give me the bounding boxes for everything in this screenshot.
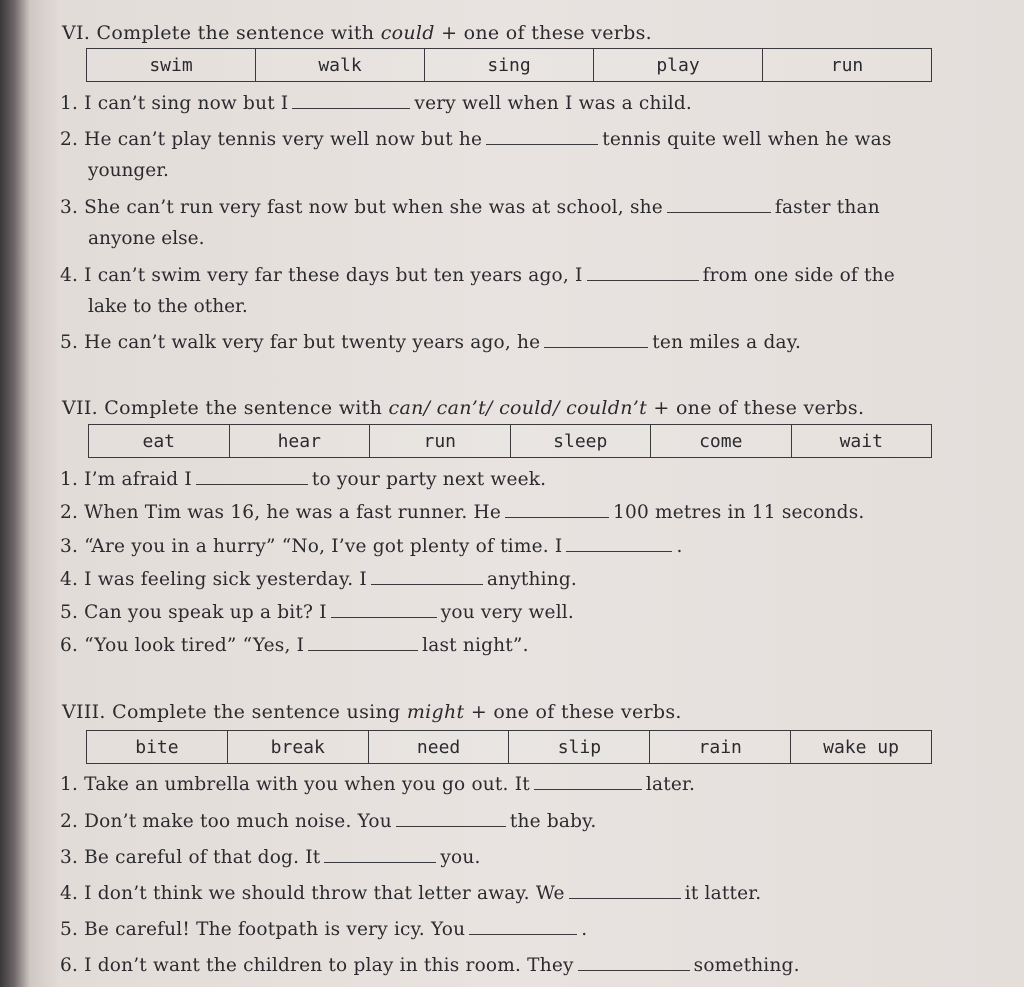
answer-blank[interactable] bbox=[534, 773, 642, 790]
exercise-item: 4. I was feeling sick yesterday. I anything. bbox=[60, 569, 578, 590]
section-7-heading: VII. Complete the sentence with can/ can’t/ could/ couldn’t + one of these verbs. bbox=[62, 397, 865, 419]
answer-blank[interactable] bbox=[667, 196, 771, 213]
exercise-item: 2. Don’t make too much noise. You the baby. bbox=[60, 811, 597, 832]
exercise-item-continuation: younger. bbox=[88, 160, 169, 181]
answer-blank[interactable] bbox=[486, 128, 598, 145]
exercise-item: 6. I don’t want the children to play in this room. They something. bbox=[60, 955, 800, 976]
exercise-item: 5. Can you speak up a bit? I you very well. bbox=[60, 602, 575, 623]
exercise-item: 6. “You look tired” “Yes, I last night”. bbox=[60, 635, 529, 656]
answer-blank[interactable] bbox=[544, 331, 648, 348]
answer-blank[interactable] bbox=[371, 568, 483, 585]
exercise-item: 5. He can’t walk very far but twenty years ago, he ten miles a day. bbox=[60, 332, 802, 353]
answer-blank[interactable] bbox=[587, 264, 699, 281]
answer-blank[interactable] bbox=[324, 846, 436, 863]
section-8-heading: VIII. Complete the sentence using might + one of these verbs. bbox=[62, 701, 682, 723]
verb-cell: swim bbox=[149, 54, 193, 76]
answer-blank[interactable] bbox=[331, 601, 437, 618]
answer-blank[interactable] bbox=[196, 468, 308, 485]
verb-cell: need bbox=[368, 731, 509, 763]
section-8-verb-table bbox=[86, 730, 932, 764]
exercise-item: 2. When Tim was 16, he was a fast runner. He 100 metres in 11 seconds. bbox=[60, 502, 865, 523]
exercise-item: 4. I can’t swim very far these days but ten years ago, I from one side of the bbox=[60, 265, 895, 286]
verb-cell: sing bbox=[424, 49, 593, 81]
exercise-item: 1. Take an umbrella with you when you go out. It later. bbox=[60, 774, 696, 795]
answer-blank[interactable] bbox=[505, 501, 609, 518]
verb-cell: sleep bbox=[510, 425, 651, 457]
exercise-item: 4. I don’t think we should throw that letter away. We it latter. bbox=[60, 883, 762, 904]
answer-blank[interactable] bbox=[396, 810, 506, 827]
verb-cell: walk bbox=[255, 49, 424, 81]
answer-blank[interactable] bbox=[469, 918, 577, 935]
section-7-verb-table bbox=[88, 424, 932, 458]
verb-cell: rain bbox=[649, 731, 790, 763]
verb-cell: hear bbox=[229, 425, 370, 457]
answer-blank[interactable] bbox=[578, 954, 690, 971]
exercise-item: 2. He can’t play tennis very well now but he tennis quite well when he was bbox=[60, 129, 892, 150]
verb-cell: come bbox=[650, 425, 791, 457]
verb-cell: wait bbox=[791, 425, 932, 457]
exercise-item: 5. Be careful! The footpath is very icy. You . bbox=[60, 919, 588, 940]
exercise-item: 3. “Are you in a hurry” “No, I’ve got plenty of time. I . bbox=[60, 536, 683, 557]
worksheet-page bbox=[52, 0, 1002, 987]
answer-blank[interactable] bbox=[569, 882, 681, 899]
exercise-item: 3. Be careful of that dog. It you. bbox=[60, 847, 481, 868]
verb-cell: run bbox=[369, 425, 510, 457]
exercise-item: 1. I’m afraid I to your party next week. bbox=[60, 469, 547, 490]
section-6-heading: VI. Complete the sentence with could + one of these verbs. bbox=[62, 22, 652, 44]
verb-cell: slip bbox=[508, 731, 649, 763]
answer-blank[interactable] bbox=[292, 92, 410, 109]
verb-cell: break bbox=[227, 731, 368, 763]
exercise-item: 1. I can’t sing now but I very well when I was a child. bbox=[60, 93, 692, 114]
verb-cell: wake up bbox=[790, 731, 931, 763]
answer-blank[interactable] bbox=[308, 634, 418, 651]
exercise-item-continuation: anyone else. bbox=[88, 228, 205, 249]
exercise-item: 3. She can’t run very fast now but when she was at school, she faster than bbox=[60, 197, 880, 218]
verb-cell: eat bbox=[142, 430, 175, 452]
answer-blank[interactable] bbox=[566, 535, 672, 552]
exercise-item-continuation: lake to the other. bbox=[88, 296, 248, 317]
verb-cell: run bbox=[762, 49, 931, 81]
verb-cell: bite bbox=[135, 736, 179, 758]
verb-cell: play bbox=[593, 49, 762, 81]
section-6-verb-table bbox=[86, 48, 932, 82]
